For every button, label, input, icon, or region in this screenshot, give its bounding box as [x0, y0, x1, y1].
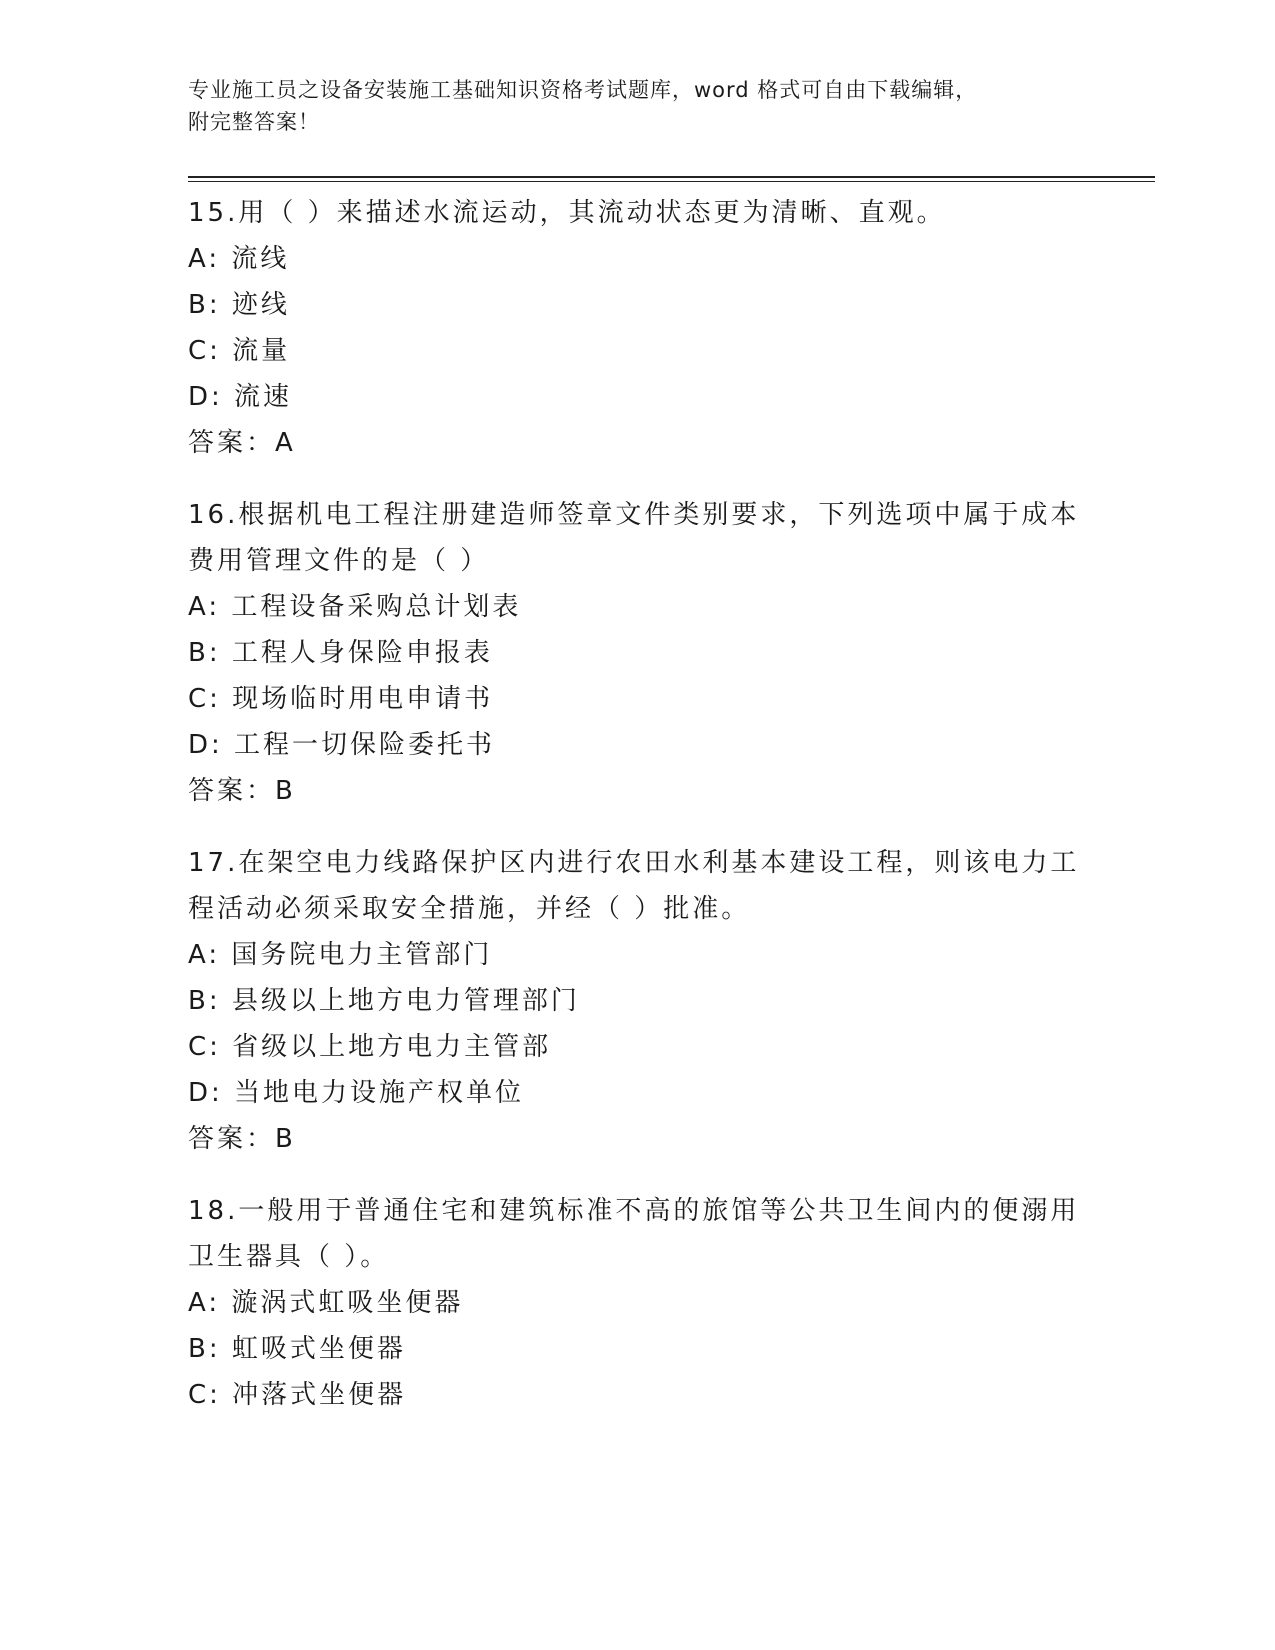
- question-text: 16.根据机电工程注册建造师签章文件类别要求，下列选项中属于成本费用管理文件的是（ ）: [188, 500, 1080, 576]
- answer-line: 答案：B: [188, 1124, 296, 1154]
- header-title-line2: 附完整答案！: [188, 110, 320, 134]
- option-a: A: 工程设备采购总计划表: [188, 592, 522, 622]
- header-title-line1: 专业施工员之设备安装施工基础知识资格考试题库，word 格式可自由下载编辑，: [188, 78, 978, 102]
- question-18: [188, 1188, 1098, 1418]
- option-a: A: 漩涡式虹吸坐便器: [188, 1288, 464, 1318]
- answer-line: 答案：B: [188, 776, 296, 806]
- document-header: [188, 74, 1088, 138]
- option-b: B: 县级以上地方电力管理部门: [188, 986, 580, 1016]
- question-text: 18.一般用于普通住宅和建筑标准不高的旅馆等公共卫生间内的便溺用卫生器具（ ）。: [188, 1196, 1080, 1272]
- option-b: B: 迹线: [188, 290, 290, 320]
- option-c: C: 省级以上地方电力主管部: [188, 1032, 552, 1062]
- option-b: B: 工程人身保险申报表: [188, 638, 493, 668]
- question-text: 17.在架空电力线路保护区内进行农田水利基本建设工程，则该电力工程活动必须采取安全措施，并经（ ）批准。: [188, 848, 1080, 924]
- answer-line: 答案：A: [188, 428, 296, 458]
- option-c: C: 冲落式坐便器: [188, 1380, 407, 1410]
- option-c: C: 流量: [188, 336, 291, 366]
- option-d: D: 当地电力设施产权单位: [188, 1078, 525, 1108]
- question-15: [188, 190, 1098, 466]
- option-a: A: 国务院电力主管部门: [188, 940, 493, 970]
- header-divider-thick: [188, 176, 1155, 178]
- question-17: [188, 840, 1098, 1162]
- option-d: D: 工程一切保险委托书: [188, 730, 496, 760]
- option-a: A: 流线: [188, 244, 290, 274]
- question-list: [188, 190, 1098, 1444]
- option-d: D: 流速: [188, 382, 293, 412]
- header-divider-thin: [188, 181, 1155, 182]
- option-b: B: 虹吸式坐便器: [188, 1334, 406, 1364]
- option-c: C: 现场临时用电申请书: [188, 684, 494, 714]
- question-text: 15.用（ ）来描述水流运动，其流动状态更为清晰、直观。: [188, 198, 946, 228]
- question-16: [188, 492, 1098, 814]
